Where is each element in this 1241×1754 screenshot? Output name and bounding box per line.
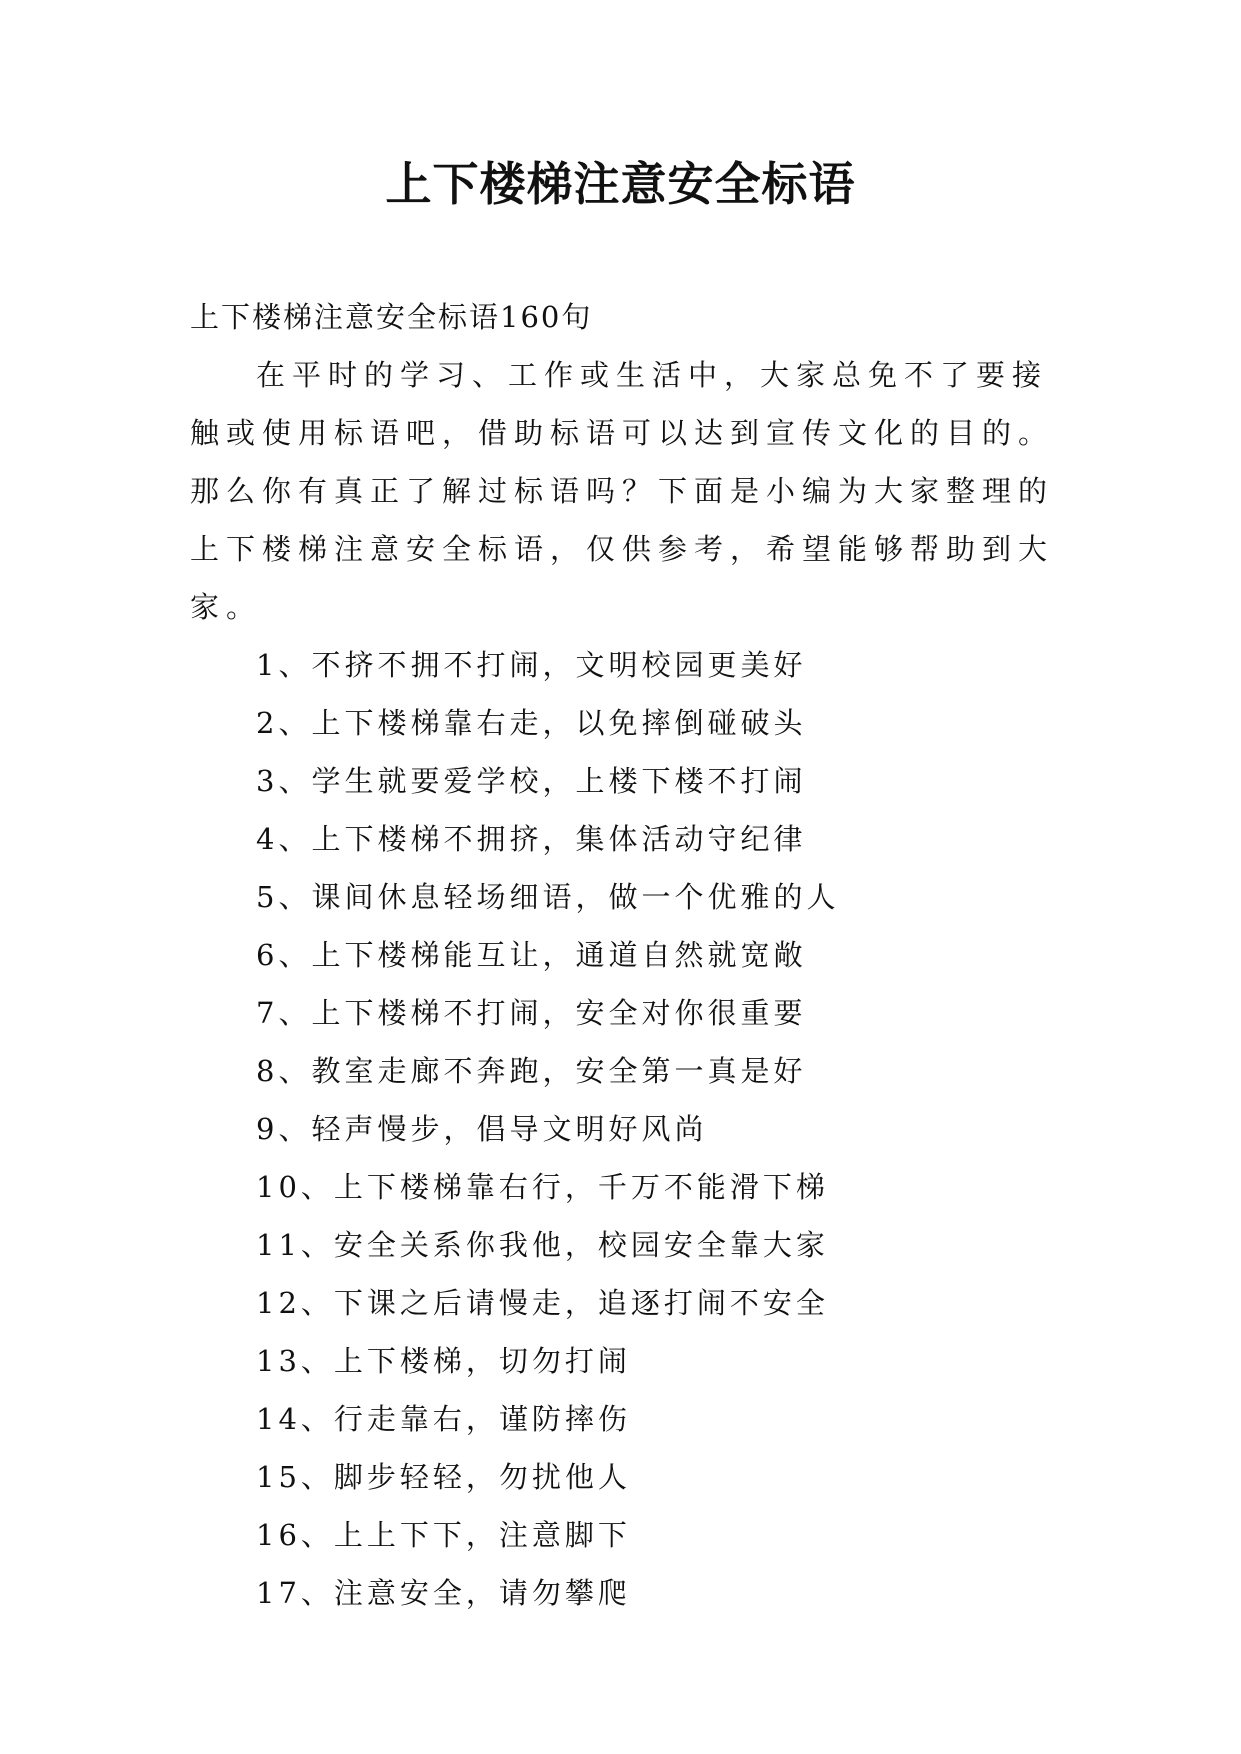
slogan-item: 12、下课之后请慢走，追逐打闹不安全: [256, 1286, 829, 1320]
slogan-item: 5、课间休息轻场细语，做一个优雅的人: [256, 880, 840, 914]
slogan-item: 4、上下楼梯不拥挤，集体活动守纪律: [256, 822, 807, 856]
slogan-item: 2、上下楼梯靠右走，以免摔倒碰破头: [256, 706, 807, 740]
slogan-item: 1、不挤不拥不打闹，文明校园更美好: [256, 648, 807, 682]
slogan-item: 9、轻声慢步，倡导文明好风尚: [256, 1112, 708, 1146]
slogan-list: [190, 636, 1060, 1622]
document-title: 上下楼梯注意安全标语: [385, 157, 856, 211]
slogan-item: 3、学生就要爱学校，上楼下楼不打闹: [256, 764, 807, 798]
slogan-item: 7、上下楼梯不打闹，安全对你很重要: [256, 996, 807, 1030]
slogan-item: 17、注意安全，请勿攀爬: [256, 1576, 631, 1610]
slogan-item: 8、教室走廊不奔跑，安全第一真是好: [256, 1054, 807, 1088]
slogan-item: 16、上上下下，注意脚下: [256, 1518, 631, 1552]
slogan-item: 13、上下楼梯，切勿打闹: [256, 1344, 631, 1378]
slogan-item: 14、行走靠右，谨防摔伤: [256, 1402, 631, 1436]
slogan-item: 15、脚步轻轻，勿扰他人: [256, 1460, 631, 1494]
slogan-item: 10、上下楼梯靠右行，千万不能滑下梯: [256, 1170, 829, 1204]
intro-paragraph: 在平时的学习、工作或生活中，大家总免不了要接触或使用标语吧，借助标语可以达到宣传文化的目的。那么你有真正了解过标语吗？下面是小编为大家整理的上下楼梯注意安全标语，仅供参考，希望能够帮助到大家。: [190, 358, 1055, 624]
slogan-item: 11、安全关系你我他，校园安全靠大家: [256, 1228, 829, 1262]
document-subtitle: 上下楼梯注意安全标语160句: [190, 300, 593, 334]
document-body: [190, 288, 1060, 1622]
slogan-item: 6、上下楼梯能互让，通道自然就宽敞: [256, 938, 807, 972]
